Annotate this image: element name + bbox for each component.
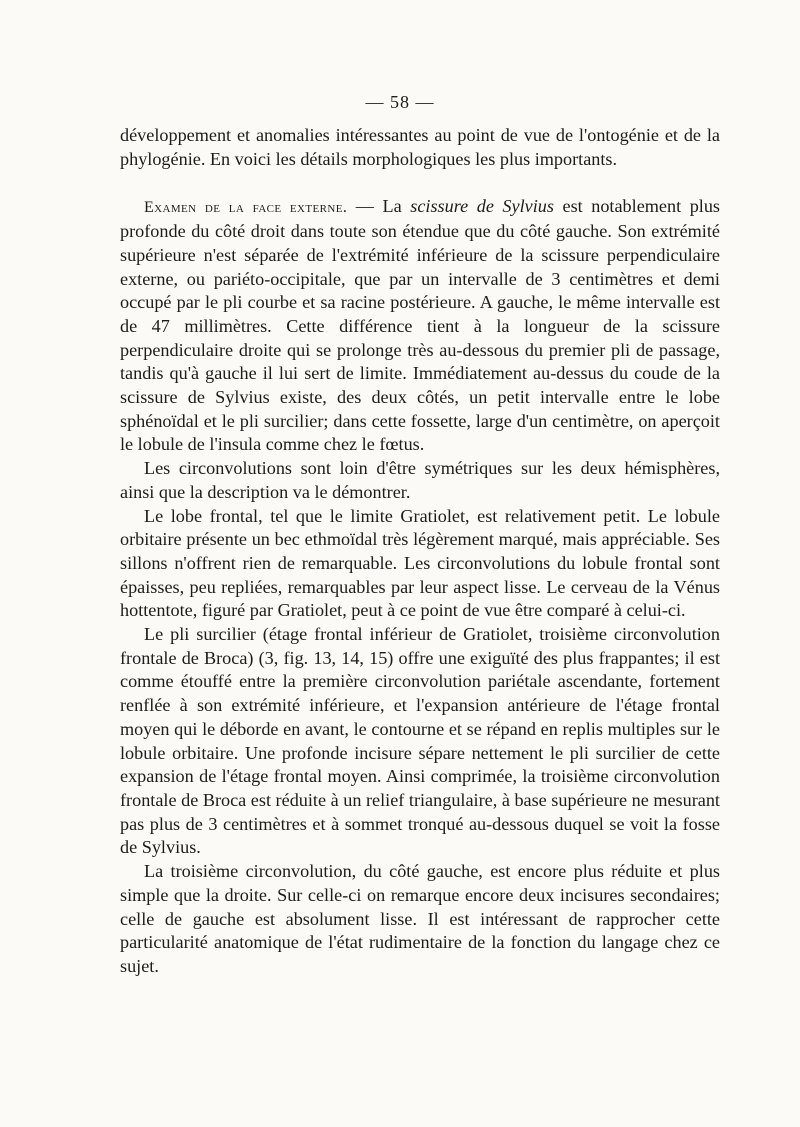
text-run: Le lobe frontal, tel que le limite Gratiolet, est relativement petit. Le lobule orbitaire présente un bec ethmoïdal très légèrement marqué, mais appréciable. Ses sillons n'offrent rien de remarquable. Les circonvolutions du lobule frontal sont épaisses, peu repliées, remarquables par leur aspect lisse. Le cerveau de la Vénus hottentote, figuré par Gratiolet, peut à ce point de vue être comparé à celui-ci.: [120, 505, 720, 621]
text-run: La troisième circonvolution, du côté gauche, est encore plus réduite et plus simple que la droite. Sur celle-ci on remarque encore deux incisures secondaires; celle de gauche est absolument lisse. Il est intéressant de rapprocher cette particularité anatomique de l'état rudimentaire de la fonction du langage chez ce sujet.: [120, 861, 720, 976]
text-run: Les circonvolutions sont loin d'être symétriques sur les deux hémisphères, ainsi que la description va le démontrer.: [120, 458, 720, 502]
paragraph: [120, 623, 720, 860]
paragraph: [120, 505, 720, 624]
text-run: — La: [347, 196, 411, 217]
paragraph: [120, 124, 720, 171]
section-heading: Examen de la face externe.: [144, 199, 348, 217]
paragraph: [120, 195, 720, 457]
page-number: — 58 —: [365, 92, 435, 112]
italic-term: scissure de Sylvius: [410, 196, 554, 217]
body-text: [120, 124, 720, 979]
text-run: développement et anomalies intéressantes au point de vue de l'ontogénie et de la phylogénie. En voici les détails morphologiques les plus importants.: [120, 125, 720, 169]
text-run: est notablement plus profonde du côté droit dans toute son étendue que du côté gauche. Son extrémité supérieure n'est séparée de l'extrémité inférieure de la scissure perpendiculaire externe, ou pariéto-occipitale, que par un intervalle de 3 centimètres et demi occupé par le pli courbe et sa racine postérieure. A gauche, le même intervalle est de 47 millimètres. Cette différence tient à la longueur de la scissure perpendiculaire droite qui se prolonge très au-dessous du premier pli de passage, tandis qu'à gauche il lui sert de limite. Immédiatement au-dessus du coude de la scissure de Sylvius existe, des deux côtés, un petit intervalle entre le lobe sphénoïdal et le pli surcilier; dans cette fossette, large d'un centimètre, on aperçoit le lobule de l'insula comme chez le fœtus.: [120, 196, 721, 455]
paragraph: [120, 860, 720, 979]
text-run: Le pli surcilier (étage frontal inférieur de Gratiolet, troisième circonvolution frontale de Broca) (3, fig. 13, 14, 15) offre une exiguïté des plus frappantes; il est comme étouffé entre la première circonvolution pariétale ascendante, fortement renflée à son extrémité inférieure, et l'expansion antérieure de l'étage frontal moyen qui le déborde en avant, le contourne et se répand en replis multiples sur le lobule orbitaire. Une profonde incisure sépare nettement le pli surcilier de cette expansion de l'étage frontal moyen. Ainsi comprimée, la troisième circonvolution frontale de Broca est réduite à un relief triangulaire, à base supérieure ne mesurant pas plus de 3 centimètres et à sommet tronqué au-dessous duquel se voit la fosse de Sylvius.: [120, 624, 720, 858]
paragraph: [120, 457, 720, 504]
